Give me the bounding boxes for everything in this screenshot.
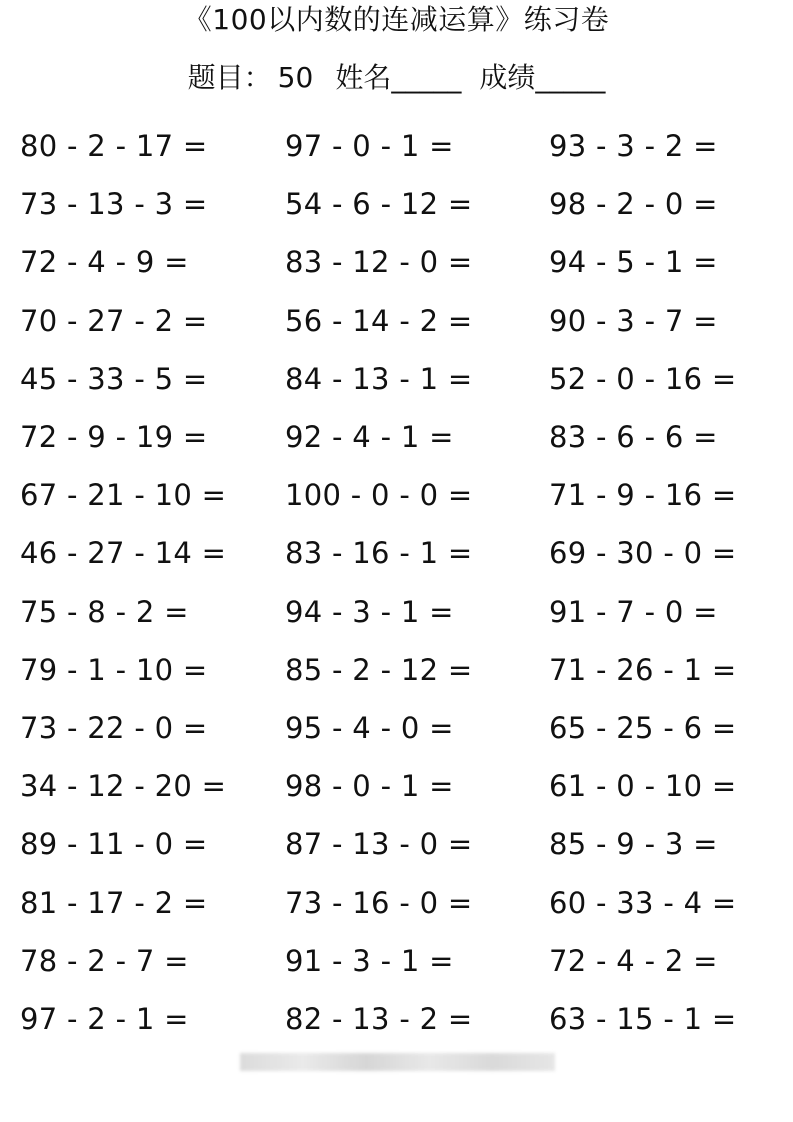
math-problem: 98 - 0 - 1 = <box>285 769 454 804</box>
math-problem: 84 - 13 - 1 = <box>285 361 473 396</box>
math-problem: 45 - 33 - 5 = <box>20 361 208 396</box>
math-problem: 90 - 3 - 7 = <box>549 303 718 338</box>
math-problem: 34 - 12 - 20 = <box>20 769 227 804</box>
math-problem: 75 - 8 - 2 = <box>20 594 189 629</box>
math-problem: 91 - 7 - 0 = <box>549 594 718 629</box>
worksheet-title: 《100以内数的连减运算》练习卷 <box>183 3 610 36</box>
math-problem: 91 - 3 - 1 = <box>285 943 454 978</box>
math-problem: 78 - 2 - 7 = <box>20 943 189 978</box>
question-count-label: 题目： <box>187 61 272 94</box>
math-problem: 89 - 11 - 0 = <box>20 827 208 862</box>
math-problem: 87 - 13 - 0 = <box>285 827 473 862</box>
name-field: 姓名_____ <box>335 61 462 94</box>
math-problem: 100 - 0 - 0 = <box>285 478 473 513</box>
math-problem: 85 - 2 - 12 = <box>285 652 473 687</box>
math-problem: 71 - 26 - 1 = <box>549 652 737 687</box>
math-problem: 73 - 16 - 0 = <box>285 885 473 920</box>
math-problem: 73 - 22 - 0 = <box>20 711 208 745</box>
math-problem: 85 - 9 - 3 = <box>549 827 718 862</box>
math-problem: 83 - 6 - 6 = <box>549 420 718 454</box>
math-problem: 72 - 4 - 9 = <box>20 245 189 280</box>
math-problem: 92 - 4 - 1 = <box>285 420 454 454</box>
math-problem: 72 - 9 - 19 = <box>20 420 208 454</box>
math-problem: 97 - 0 - 1 = <box>285 129 454 163</box>
math-problem: 83 - 12 - 0 = <box>285 245 473 280</box>
math-problem: 72 - 4 - 2 = <box>549 943 718 978</box>
math-problem: 94 - 3 - 1 = <box>285 594 454 629</box>
question-count-value: 50 <box>277 61 314 94</box>
math-problem: 80 - 2 - 17 = <box>20 129 208 163</box>
math-problem: 61 - 0 - 10 = <box>549 769 737 804</box>
math-problem: 97 - 2 - 1 = <box>20 1002 189 1030</box>
score-field: 成绩_____ <box>479 61 606 94</box>
math-problem: 93 - 3 - 2 = <box>549 129 718 163</box>
math-problem: 69 - 30 - 0 = <box>549 536 737 571</box>
math-problem: 63 - 15 - 1 = <box>549 1002 737 1030</box>
math-problem: 79 - 1 - 10 = <box>20 652 208 687</box>
math-problem: 70 - 27 - 2 = <box>20 303 208 338</box>
math-problem: 60 - 33 - 4 = <box>549 885 737 920</box>
math-problem: 98 - 2 - 0 = <box>549 187 718 222</box>
blurred-watermark <box>240 1053 555 1071</box>
math-problem: 95 - 4 - 0 = <box>285 711 454 745</box>
math-problem: 94 - 5 - 1 = <box>549 245 718 280</box>
math-problem: 82 - 13 - 2 = <box>285 1002 473 1030</box>
math-problem: 81 - 17 - 2 = <box>20 885 208 920</box>
math-problem: 65 - 25 - 6 = <box>549 711 737 745</box>
math-problem: 83 - 16 - 1 = <box>285 536 473 571</box>
math-problem: 73 - 13 - 3 = <box>20 187 208 222</box>
math-problem: 67 - 21 - 10 = <box>20 478 227 513</box>
math-problem: 56 - 14 - 2 = <box>285 303 473 338</box>
math-problem: 52 - 0 - 16 = <box>549 361 737 396</box>
math-problem: 46 - 27 - 14 = <box>20 536 227 571</box>
math-problem: 54 - 6 - 12 = <box>285 187 473 222</box>
math-problem: 71 - 9 - 16 = <box>549 478 737 513</box>
